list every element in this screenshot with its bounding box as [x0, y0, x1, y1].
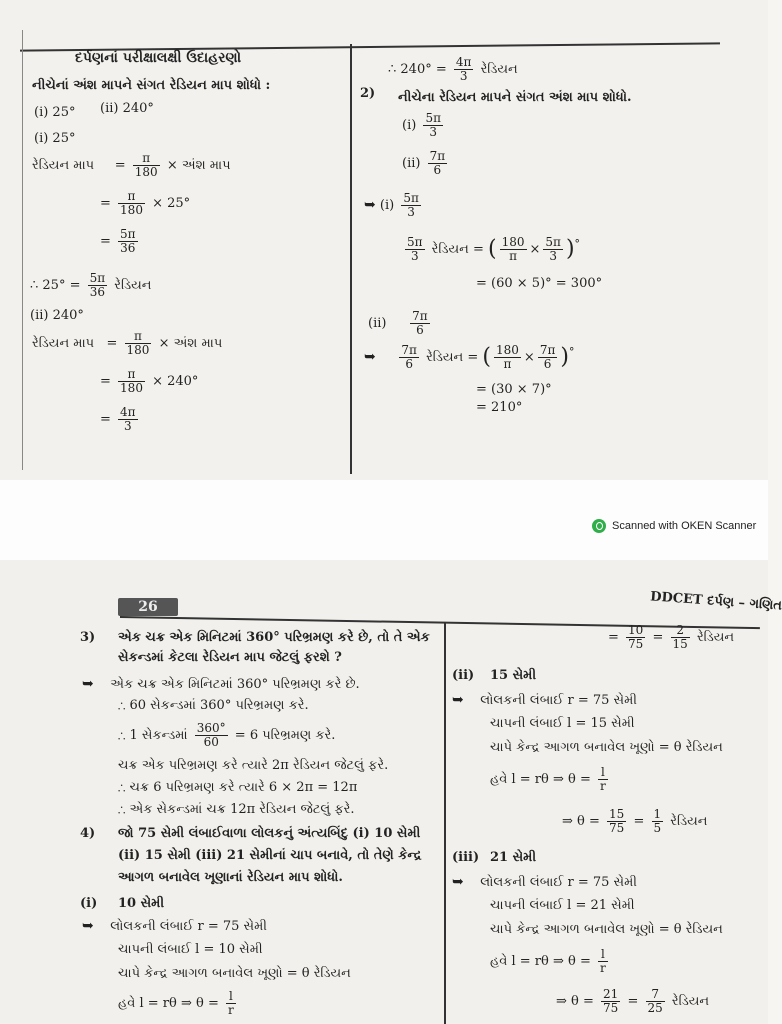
- part-iii-label: (iii): [452, 850, 480, 865]
- part-i-formula: [118, 990, 239, 1017]
- page-heading: દર્પણનાં પરીક્ષાલક્ષી ઉદાહરણો: [75, 50, 242, 66]
- part-iii-angle: ચાપે કેન્દ્ર આગળ બનાવેલ ખૂણો = θ રેડિયન: [490, 922, 723, 937]
- fraction-5pi-3: [423, 112, 443, 139]
- q1-option-ii: (ii) 240°: [100, 101, 154, 116]
- text: ∴ 1 સેકન્ડમાં: [118, 728, 188, 743]
- fraction-180-pi: [494, 344, 521, 371]
- fraction-5pi-3: [543, 236, 563, 263]
- fraction-7pi-6: [428, 150, 448, 177]
- numerator: 21: [603, 987, 619, 1001]
- arrow-icon: ➥: [82, 676, 94, 692]
- a3-line-6: ∴ એક સેકન્ડમાં ચક્ર 12π રેડિયન જેટલું ફરે.: [118, 802, 355, 817]
- part-iii-formula: [490, 948, 611, 975]
- numerator: 10: [628, 623, 644, 637]
- numerator: 4π: [455, 55, 472, 69]
- degree-measure-label: × અંશ માપ: [166, 158, 231, 173]
- part-iii-result: [556, 988, 709, 1015]
- part-iii-pendulum: [452, 874, 637, 891]
- numerator: 1: [653, 807, 662, 821]
- answer-ii-start: [368, 310, 433, 337]
- fraction-21-75: [601, 988, 620, 1015]
- denominator: r: [227, 1003, 234, 1017]
- numerator: 5π: [89, 271, 106, 285]
- numerator: l: [598, 766, 608, 780]
- radian-word: રેડિયન: [431, 242, 469, 257]
- denominator: 3: [459, 69, 468, 83]
- numerator: l: [226, 990, 236, 1004]
- scanned-page-1: [0, 0, 768, 480]
- formula-line-1: [32, 152, 231, 179]
- equals: =: [467, 350, 479, 365]
- fraction-pi-180: [125, 330, 152, 357]
- equals: =: [106, 336, 118, 351]
- q1-option-i: (i) 25°: [34, 105, 76, 120]
- text: લોલકની લંબાઈ r = 75 સેમી: [480, 693, 637, 708]
- numerator: π: [118, 368, 145, 382]
- part-i-value: 10 સેમી: [118, 896, 165, 911]
- q2-option-i: [402, 112, 446, 139]
- a3-line-2: ∴ 60 સેકન્ડમાં 360° પરિભ્રમણ કરે.: [118, 698, 309, 713]
- formula-line-2: [100, 190, 190, 217]
- part-ii-result: [562, 808, 707, 835]
- radian-word: રેડિયન: [426, 350, 464, 365]
- denominator: r: [599, 961, 606, 975]
- denominator: 3: [407, 205, 415, 219]
- arrow-icon: ➥: [364, 349, 376, 365]
- q4-line-1: જો 75 સેમી લંબાઈવાળા લોલકનું અંત્યબિંદુ (i) 10 સેમી: [118, 826, 421, 841]
- sol-i-label: (i) 25°: [34, 131, 76, 146]
- q3-line-2: સેકન્ડમાં કેટલા રેડિયન માપ જેટલું ફરશે ?: [118, 650, 342, 665]
- fraction-1-5: [652, 808, 664, 835]
- denominator: 6: [405, 357, 413, 371]
- fraction-pi-180: [118, 368, 145, 395]
- denominator: π: [509, 249, 517, 263]
- fraction-l-r: [598, 766, 608, 793]
- radian-word: રેડિયન: [671, 994, 710, 1009]
- text: હવે l = rθ ⇒ θ =: [490, 954, 591, 969]
- numerator: 7π: [539, 343, 556, 357]
- fraction-5pi-36: [88, 272, 108, 299]
- text: હવે l = rθ ⇒ θ =: [490, 772, 591, 787]
- numerator: 7: [646, 988, 665, 1002]
- fraction-7pi-6: [410, 310, 430, 337]
- option-label: (i): [379, 198, 395, 213]
- page-number: 26: [118, 598, 178, 616]
- fraction-360-60: [195, 722, 228, 749]
- denominator: 5: [653, 821, 662, 835]
- q2-option-ii: [402, 150, 450, 177]
- arrow-icon: ➥: [452, 874, 464, 890]
- formula-line-3: [100, 228, 141, 255]
- a3-line-5: ∴ ચક્ર 6 પરિભ્રમણ કરે ત્યારે 6 × 2π = 12π: [118, 780, 358, 795]
- degree-measure-label: × અંશ માપ: [158, 336, 223, 351]
- denominator: 180: [120, 381, 143, 395]
- fraction-l-r: [598, 948, 608, 975]
- answer-i-start: [364, 192, 424, 219]
- denominator: 3: [123, 419, 132, 433]
- text: = 6 પરિભ્રમણ કરે.: [234, 728, 336, 743]
- fraction-2-15: [671, 624, 690, 651]
- text: હવે l = rθ ⇒ θ =: [118, 996, 219, 1011]
- denominator: 6: [543, 357, 552, 371]
- fraction-180-pi: [500, 236, 527, 263]
- degree-sup: °: [568, 345, 575, 359]
- left-margin-line: [22, 30, 23, 470]
- answer-ii-step: = (30 × 7)°: [476, 382, 552, 397]
- fraction-4pi-3: [118, 406, 138, 433]
- fraction-pi-180: [118, 190, 145, 217]
- answer-ii-calc: ➥ $\frac{7\pi}{6}$ રેડિયન = ( $\frac{180}{\pi}$ × $\frac{7\pi}{6}$ )°: [364, 343, 575, 371]
- answer-i-calc: $\frac{5\pi}{3}$ રેડિયન = ( $\frac{180}{\pi}$ × $\frac{5\pi}{3}$ )°: [407, 235, 580, 263]
- radian-measure-label: રેડિયન માપ: [32, 336, 95, 351]
- fraction-10-75: [626, 624, 645, 651]
- option-label: (ii): [402, 156, 421, 171]
- denominator: π: [503, 357, 512, 371]
- times-25: × 25°: [152, 196, 191, 211]
- times-240: × 240°: [152, 374, 199, 389]
- denominator: 6: [416, 323, 424, 337]
- scanned-page-2: [0, 560, 782, 1024]
- fraction-7pi-6: [399, 344, 419, 371]
- radian-word: રેડિયન: [696, 630, 735, 645]
- option-label: (i): [402, 118, 417, 133]
- a3-line-4: ચક્ર એક પરિભ્રમણ કરે ત્યારે 2π રેડિયન જેટલું ફરે.: [118, 758, 389, 773]
- part-ii-formula: [490, 766, 611, 793]
- numerator: 7π: [401, 343, 417, 357]
- denominator: 75: [609, 821, 625, 835]
- q4-line-3: આગળ બનાવેલ ખૂણાનાં રેડિયન માપ શોધો.: [118, 870, 343, 885]
- header-title: DDCET દર્પણ – ગણિત: [649, 589, 782, 614]
- text: ⇒ θ =: [556, 994, 594, 1009]
- denominator: 3: [410, 249, 419, 263]
- part-ii-arc: ચાપની લંબાઈ l = 15 સેમી: [490, 716, 635, 731]
- q1-prompt: નીચેનાં અંશ માપને સંગત રેડિયન માપ શોધો :: [32, 78, 271, 93]
- result-prefix: ∴ 25° =: [30, 278, 81, 293]
- fraction-15-75: [607, 808, 626, 835]
- denominator: 180: [126, 343, 150, 357]
- part-i-angle: ચાપે કેન્દ્ર આગળ બનાવેલ ખૂણો = θ રેડિયન: [118, 966, 351, 981]
- numerator: 5π: [120, 227, 136, 241]
- scanner-logo-icon: [592, 519, 606, 533]
- denominator: 15: [672, 637, 688, 651]
- answer-ii-result: = 210°: [476, 400, 523, 415]
- numerator: 5π: [403, 191, 419, 205]
- part-ii-angle: ચાપે કેન્દ્ર આગળ બનાવેલ ખૂણો = θ રેડિયન: [490, 740, 723, 755]
- q3-line-1: એક ચક્ર એક મિનિટમાં 360° પરિભ્રમણ કરે છે, તો તે એક: [118, 630, 430, 645]
- part-i-result: [608, 624, 734, 651]
- part-iii-arc: ચાપની લંબાઈ l = 21 સેમી: [490, 898, 635, 913]
- fraction-l-r: [226, 990, 236, 1017]
- degree-sup: °: [574, 237, 580, 251]
- numerator: 360°: [196, 721, 226, 735]
- part-ii-pendulum: [452, 692, 637, 709]
- a3-line-1: [82, 676, 360, 693]
- equals: =: [472, 242, 484, 257]
- numerator: 5π: [545, 235, 561, 249]
- numerator: 5π: [407, 235, 423, 249]
- denominator: 6: [433, 163, 442, 177]
- formula-line-4: [32, 330, 222, 357]
- denominator: 60: [203, 735, 219, 749]
- formula-line-5: [100, 368, 198, 395]
- denominator: 75: [603, 1001, 619, 1015]
- q4-number: 4): [80, 826, 96, 841]
- equals: =: [100, 374, 111, 389]
- a3-line-3: [118, 722, 335, 749]
- q3-number: 3): [80, 630, 96, 645]
- text: એક ચક્ર એક મિનિટમાં 360° પરિભ્રમણ કરે છે.: [110, 677, 360, 692]
- part-ii-label: (ii): [452, 668, 475, 683]
- fraction-5pi-36: [118, 228, 138, 255]
- numerator: 7π: [429, 149, 446, 163]
- numerator: π: [133, 152, 160, 166]
- fraction-7-25: [646, 988, 665, 1015]
- radian-word: રેડિયન: [480, 62, 518, 77]
- arrow-icon: ➥: [82, 918, 94, 934]
- equals: =: [633, 814, 645, 829]
- text: લોલકની લંબાઈ r = 75 સેમી: [110, 919, 267, 934]
- text: લોલકની લંબાઈ r = 75 સેમી: [480, 875, 637, 890]
- column-divider: [350, 44, 352, 474]
- denominator: 3: [549, 249, 557, 263]
- fraction-5pi-3: [405, 236, 425, 263]
- numerator: 15: [609, 807, 625, 821]
- scanner-watermark: [592, 518, 756, 534]
- page-gap: [0, 480, 768, 560]
- numerator: 4π: [120, 405, 136, 419]
- denominator: 25: [647, 1001, 663, 1015]
- equals: =: [114, 158, 126, 173]
- numerator: π: [118, 190, 145, 204]
- q4-line-2: (ii) 15 સેમી (iii) 21 સેમીનાં ચાપ બનાવે, તો તેણે કેન્દ્ર: [118, 848, 422, 863]
- fraction-7pi-6: [538, 344, 558, 371]
- part-i-label: (i): [80, 896, 98, 911]
- arrow-icon: ➥: [452, 692, 464, 708]
- column-divider: [444, 622, 446, 1024]
- fraction-4pi-3: [454, 56, 474, 83]
- denominator: 180: [134, 165, 158, 179]
- radian-word: રેડિયન: [670, 814, 708, 829]
- numerator: 7π: [412, 309, 428, 323]
- equals: =: [100, 196, 111, 211]
- times: ×: [523, 350, 535, 365]
- denominator: 75: [628, 637, 644, 651]
- part-ii-value: 15 સેમી: [490, 668, 537, 683]
- radian-word: રેડિયન: [114, 278, 152, 293]
- result-240: [388, 56, 518, 83]
- part-i-arc: ચાપની લંબાઈ l = 10 સેમી: [118, 942, 263, 957]
- denominator: 36: [120, 241, 136, 255]
- equals: =: [627, 994, 639, 1009]
- numerator: π: [125, 330, 152, 344]
- option-label: (ii): [368, 316, 387, 331]
- numerator: 5π: [425, 111, 441, 125]
- part-iii-value: 21 સેમી: [490, 850, 537, 865]
- equals: =: [100, 234, 111, 249]
- numerator: 2: [671, 624, 690, 638]
- result-25: [30, 272, 151, 299]
- arrow-icon: ➥: [364, 197, 376, 213]
- fraction-5pi-3: [401, 192, 421, 219]
- formula-line-6: [100, 406, 141, 433]
- fraction-pi-180: [133, 152, 160, 179]
- equals: =: [608, 630, 619, 645]
- q2-number: 2): [360, 86, 376, 101]
- times: ×: [529, 242, 541, 257]
- text: ⇒ θ =: [562, 814, 600, 829]
- denominator: r: [599, 779, 606, 793]
- scanner-text: Scanned with OKEN Scanner: [612, 520, 757, 532]
- denominator: 3: [429, 125, 438, 139]
- numerator: l: [598, 948, 608, 962]
- sol-ii-label: (ii) 240°: [30, 308, 84, 323]
- numerator: 180: [496, 343, 519, 357]
- part-i-pendulum: [82, 918, 267, 935]
- q2-prompt: નીચેના રેડિયન માપને સંગત અંશ માપ શોધો.: [398, 90, 632, 105]
- result-prefix: ∴ 240° =: [388, 62, 447, 77]
- equals: =: [100, 412, 111, 427]
- equals: =: [652, 630, 664, 645]
- numerator: 180: [501, 235, 525, 249]
- answer-i-result: = (60 × 5)° = 300°: [476, 276, 603, 291]
- denominator: 180: [120, 203, 143, 217]
- denominator: 36: [89, 285, 106, 299]
- radian-measure-label: રેડિયન માપ: [32, 158, 95, 173]
